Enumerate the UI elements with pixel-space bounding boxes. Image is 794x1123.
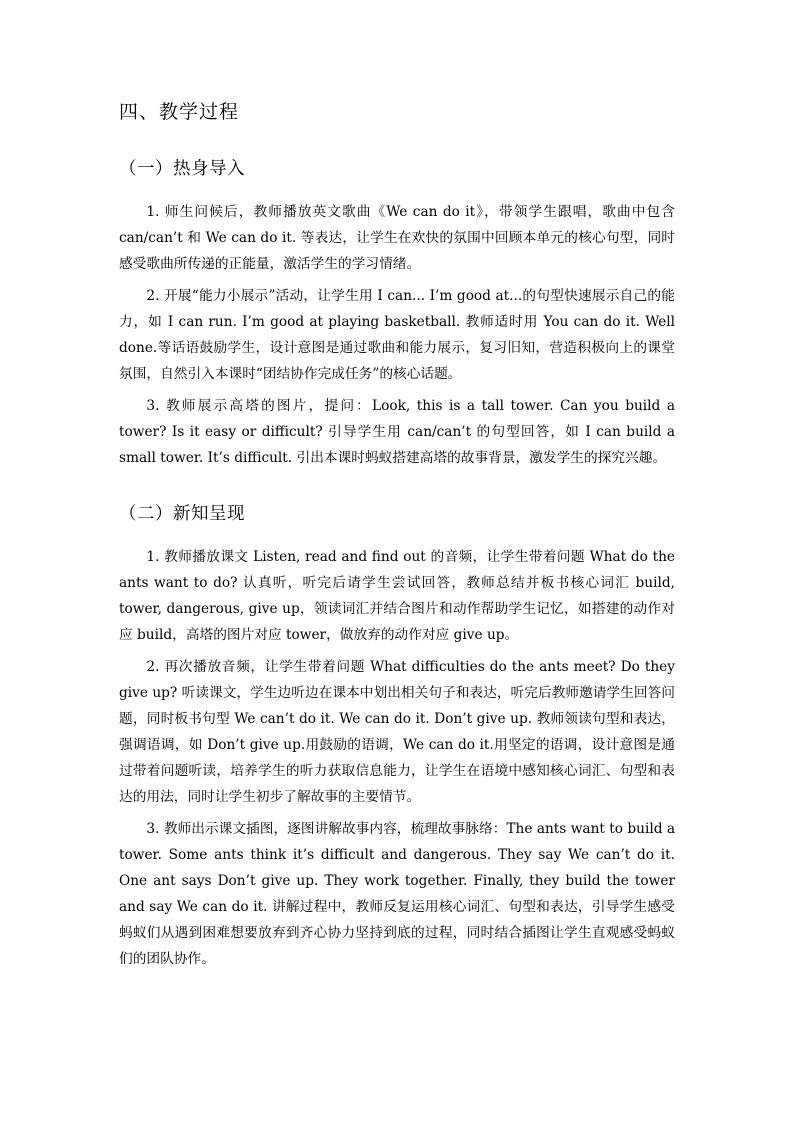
section-presentation: [119, 501, 675, 972]
section-heading: （二）新知呈现: [119, 504, 245, 524]
paragraph: 2. 开展“能力小展示”活动，让学生用 I can... I’m good at...的句型快速展示自己的能力，如 I can run. I’m good at playing basketball. 教师适时用 You can do it. Well done.等话语鼓励学生，设计意图是通过歌曲和能力展示，复习旧知，营造积极向上的课堂氛围，自然引入本课时“团结协作完成任务”的核心话题。: [119, 288, 675, 382]
paragraph: 3. 教师出示课文插图，逐图讲解故事内容，梳理故事脉络：The ants want to build a tower. Some ants think it’s difficult and dangerous. They say We can’t do it. One ant says Don’t give up. They work together. Finally, they build the tower and say We can do it. 讲解过程中，教师反复运用核心词汇、句型和表达，引导学生感受蚂蚁们从遇到困难想要放弃到齐心协力坚持到底的过程，同时结合插图让学生直观感受蚂蚁们的团队协作。: [119, 821, 675, 967]
paragraph: 1. 教师播放课文 Listen, read and find out 的音频，让学生带着问题 What do the ants want to do? 认真听，听完后请学生尝试回答，教师总结并板书核心词汇 build, tower, dangerous, give up，领读词汇并结合图片和动作帮助学生记忆，如搭建的动作对应 build，高塔的图片对应 tower，做放弃的动作对应 give up。: [119, 549, 675, 643]
section-warmup: [119, 156, 675, 471]
paragraph: 3. 教师展示高塔的图片，提问：Look, this is a tall tower. Can you build a tower? Is it easy or difficult? 引导学生用 can/can’t 的句型回答，如 I can build a small tower. It’s difficult. 引出本课时蚂蚁搭建高塔的故事背景，激发学生的探究兴趣。: [119, 398, 675, 466]
section-title: 四、教学过程: [119, 101, 240, 123]
paragraph: 2. 再次播放音频，让学生带着问题 What difficulties do the ants meet? Do they give up? 听读课文，学生边听边在课本中划出相关句子和表达，听完后教师邀请学生回答问题，同时板书句型 We can’t do it. We can do it. Don’t give up. 教师领读句型和表达，强调语调，如 Don’t give up.用鼓励的语调，We can do it.用坚定的语调，设计意图是通过带着问题听读，培养学生的听力获取信息能力，让学生在语境中感知核心词汇、句型和表达的用法，同时让学生初步了解故事的主要情节。: [119, 659, 675, 805]
document-content: [119, 98, 675, 1002]
paragraph: 1. 师生问候后，教师播放英文歌曲《We can do it》，带领学生跟唱，歌曲中包含 can/can’t 和 We can do it. 等表达，让学生在欢快的氛围中回顾本单元的核心句型，同时感受歌曲所传递的正能量，激活学生的学习情绪。: [119, 204, 675, 272]
section-heading: （一）热身导入: [119, 159, 245, 179]
